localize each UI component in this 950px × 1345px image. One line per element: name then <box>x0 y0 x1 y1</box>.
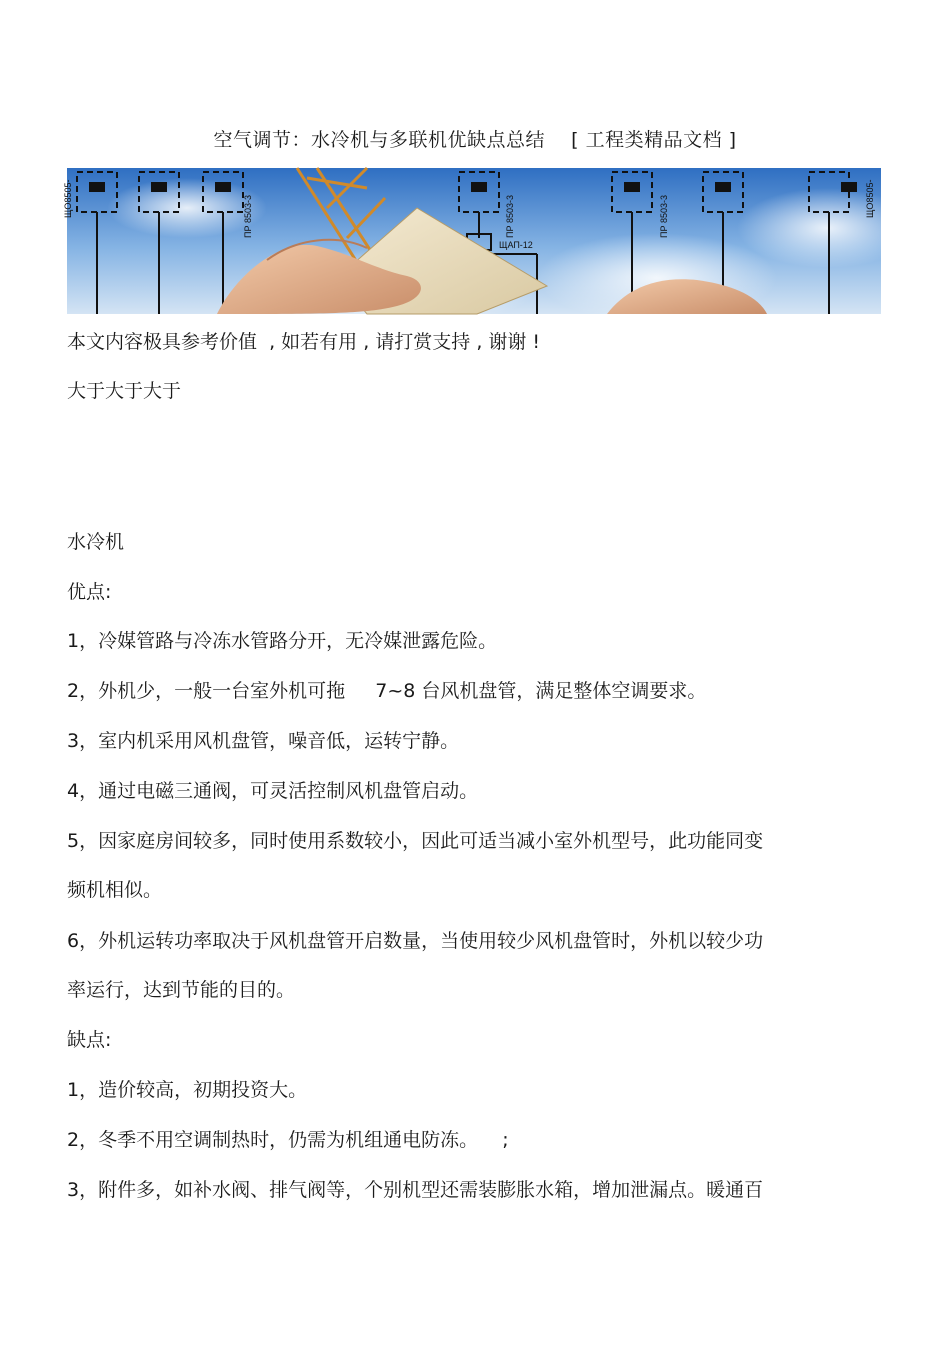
list-item-continuation: 频机相似。 <box>67 879 163 901</box>
banner-label: ПР 8503-3 <box>505 195 515 238</box>
banner-label: ЩО8505- <box>865 179 875 218</box>
banner-illustration <box>63 168 881 314</box>
banner-label: ЩАП-12 <box>499 240 533 250</box>
list-item: 1，造价较高，初期投资大。 <box>67 1079 308 1101</box>
list-item: 2，外机少，一般一台室外机可拖 7~8 台风机盘管，满足整体空调要求。 <box>67 680 707 702</box>
list-item-continuation: 率运行，达到节能的目的。 <box>67 979 296 1001</box>
list-item: 2，冬季不用空调制热时，仍需为机组通电防冻。 ; <box>67 1129 509 1151</box>
banner-label: ЩО8505- <box>63 179 73 218</box>
section-heading: 水冷机 <box>67 531 125 553</box>
list-item: 1，冷媒管路与冷冻水管路分开，无冷媒泄露危险。 <box>67 630 498 652</box>
list-item: 5，因家庭房间较多，同时使用系数较小，因此可适当减小室外机型号，此功能同变 <box>67 830 764 852</box>
list-item: 4，通过电磁三通阀，可灵活控制风机盘管启动。 <box>67 780 479 802</box>
filler-text: 大于大于大于 <box>67 380 182 402</box>
page-title: 空气调节：水冷机与多联机优缺点总结 [ 工程类精品文档 ] <box>213 129 737 151</box>
notice-text: 本文内容极具参考价值 , 如若有用 , 请打赏支持 , 谢谢 ! <box>67 331 541 353</box>
list-item: 6，外机运转功率取决于风机盘管开启数量，当使用较少风机盘管时，外机以较少功 <box>67 930 764 952</box>
banner-label: ПР 8503-3 <box>243 195 253 238</box>
banner-label: ПР 8503-3 <box>659 195 669 238</box>
list-item: 3，附件多，如补水阀、排气阀等，个别机型还需装膨胀水箱，增加泄漏点。暖通百 <box>67 1179 764 1201</box>
list-item: 3，室内机采用风机盘管，噪音低，运转宁静。 <box>67 730 460 752</box>
advantages-label: 优点: <box>67 581 112 603</box>
disadvantages-label: 缺点: <box>67 1029 112 1051</box>
banner-image <box>63 168 881 314</box>
